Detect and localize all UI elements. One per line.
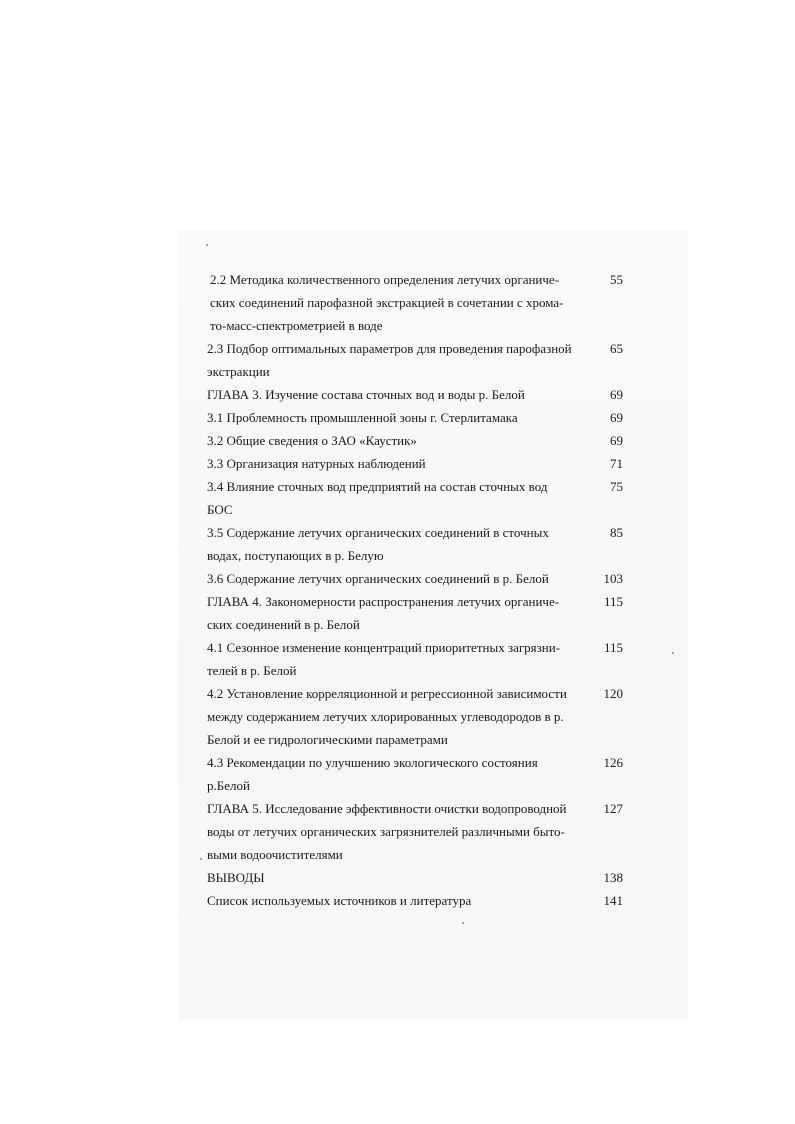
- toc-page-number: 115: [603, 640, 623, 655]
- toc-entry-title: 3.4 Влияние сточных вод предприятий на состав сточных вод БОС: [207, 479, 548, 517]
- toc-page-number: 138: [603, 870, 623, 885]
- toc-page-number: 85: [610, 525, 623, 540]
- toc-entry[interactable]: [207, 475, 627, 521]
- toc-entry-title: 3.3 Организация натурных наблюдений: [207, 456, 426, 471]
- toc-page-number: 127: [603, 801, 623, 816]
- toc-entry-title: 3.1 Проблемность промышленной зоны г. Стерлитамака: [207, 410, 518, 425]
- toc-entry-title: 4.1 Сезонное изменение концентраций приоритетных загрязни- телей в р. Белой: [207, 640, 561, 678]
- toc-page-number: 120: [603, 686, 623, 701]
- toc-entry-title: Список используемых источников и литература: [207, 893, 472, 908]
- toc-page-number: 75: [610, 479, 623, 494]
- toc-entry-title: 2.2 Методика количественного определения летучих органиче- ских соединений парофазной экстракцией в сочетании с хрома- то-масс-спектрометрией в воде: [210, 272, 564, 333]
- toc-entry-title: 2.3 Подбор оптимальных параметров для проведения парофазной экстракции: [207, 341, 572, 379]
- toc-entry-title: ВЫВОДЫ: [207, 870, 265, 885]
- toc-entry-title: 3.2 Общие сведения о ЗАО «Каустик»: [207, 433, 417, 448]
- toc-entry[interactable]: [207, 866, 627, 889]
- toc-page-number: 69: [610, 433, 623, 448]
- toc-entry[interactable]: [207, 521, 627, 567]
- toc-entry-title: 4.2 Установление корреляционной и регрессионной зависимости между содержанием летучих хлорированных углеводородов в р. Белой и ее гидрологическими параметрами: [207, 686, 567, 747]
- toc-entry[interactable]: [207, 636, 627, 682]
- toc-entry[interactable]: [207, 268, 627, 337]
- toc-page-number: 103: [603, 571, 623, 586]
- toc-page-number: 55: [610, 272, 623, 287]
- scan-speck: [200, 858, 202, 860]
- toc-entry[interactable]: [207, 337, 627, 383]
- toc-page-number: 69: [610, 387, 623, 402]
- toc-entry[interactable]: [207, 797, 627, 866]
- toc-entry[interactable]: [207, 429, 627, 452]
- toc-entry-title: ГЛАВА 5. Исследование эффективности очистки водопроводной воды от летучих органических загрязнителей различными быто- выми водоочистителями: [207, 801, 567, 862]
- toc-entry[interactable]: [207, 567, 627, 590]
- toc-entry[interactable]: [207, 751, 627, 797]
- toc-entry-title: ГЛАВА 3. Изучение состава сточных вод и воды р. Белой: [207, 387, 525, 402]
- toc-entry[interactable]: [207, 406, 627, 429]
- toc-page-number: 115: [603, 594, 623, 609]
- scan-speck: [206, 244, 208, 246]
- toc-page-number: 71: [610, 456, 623, 471]
- toc-page-number: 126: [603, 755, 623, 770]
- toc-entry-title: 4.3 Рекомендации по улучшению экологического состояния р.Белой: [207, 755, 538, 793]
- toc-entry-title: ГЛАВА 4. Закономерности распространения летучих органиче- ских соединений в р. Белой: [207, 594, 560, 632]
- toc-entry-title: 3.6 Содержание летучих органических соединений в р. Белой: [207, 571, 549, 586]
- toc-entry[interactable]: [207, 682, 627, 751]
- toc-entry[interactable]: [207, 452, 627, 475]
- toc-page-number: 141: [603, 893, 623, 908]
- toc-entry[interactable]: [207, 590, 627, 636]
- toc-page-number: 69: [610, 410, 623, 425]
- toc-entry[interactable]: [207, 383, 627, 406]
- scan-speck: [672, 652, 674, 654]
- scan-speck: [462, 922, 464, 924]
- toc-entry[interactable]: [207, 889, 627, 912]
- toc-page-number: 65: [610, 341, 623, 356]
- toc-entry-title: 3.5 Содержание летучих органических соединений в сточных водах, поступающих в р. Белую: [207, 525, 549, 563]
- table-of-contents: [207, 268, 627, 912]
